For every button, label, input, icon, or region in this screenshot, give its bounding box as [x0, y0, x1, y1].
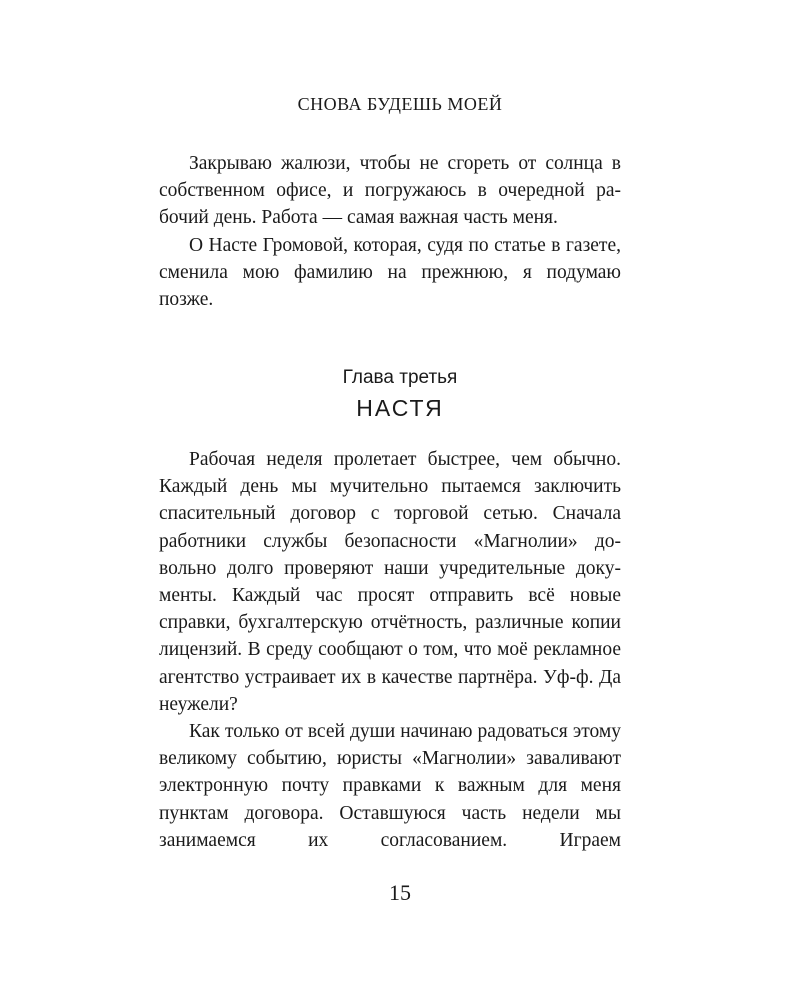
chapter-title: НАСТЯ — [356, 395, 444, 421]
text-block-bottom — [159, 446, 621, 854]
page-number: 15 — [389, 880, 411, 905]
paragraph: Как только от всей души начинаю радоваться этому великому событию, юристы «Магнолии» заваливают электронную почту правками к важным для меня пунктам договора. Оставшуюся часть недели мы занимаемся их согласованием. Играем — [159, 721, 621, 851]
chapter-label: Глава третья — [342, 367, 458, 388]
paragraph: Закрываю жалюзи, чтобы не сгореть от солнца в собственном офисе, и погружаюсь в очередной рабочий день. Работа — самая важная часть меня. — [159, 153, 621, 229]
running-head: СНОВА БУДЕШЬ МОЕЙ — [297, 94, 503, 114]
paragraph: Рабочая неделя пролетает быстрее, чем обычно. Каждый день мы мучительно пытаемся заключить спасительный договор с торговой сетью. Сначала работники службы безопасности «Магнолии» довольно долго проверяют наши учредительные документы. Каждый час просят отправить всё новые справки, бухгалтерскую отчётность, различные копии лицензий. В среду сообщают о том, что моё рекламное агентство устраивает их в качестве партнёра. Уф-ф. Да неужели? — [159, 449, 621, 715]
paragraph: О Насте Громовой, которая, судя по статье в газете, сменила мою фамилию на прежнюю, я подумаю позже. — [159, 234, 621, 311]
text-block-top — [159, 150, 621, 313]
